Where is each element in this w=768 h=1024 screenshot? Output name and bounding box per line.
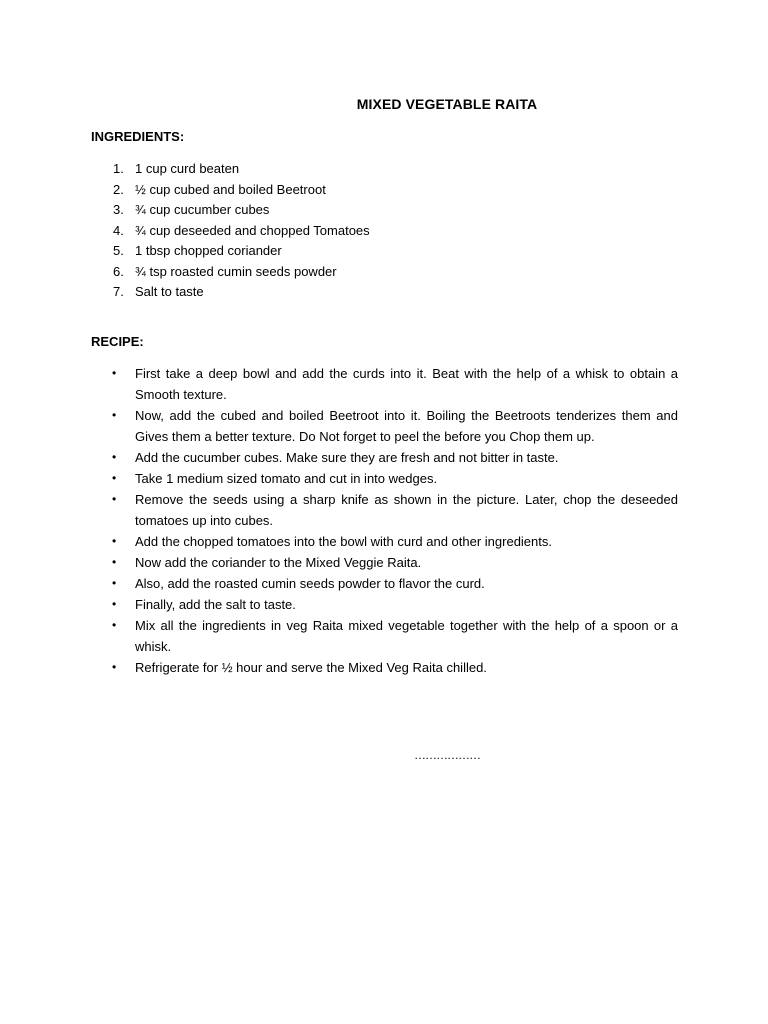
- ingredient-item: [91, 283, 370, 304]
- recipe-step: [112, 468, 678, 489]
- recipe-step: [112, 531, 678, 552]
- recipe-step: [112, 363, 678, 405]
- ingredient-item: [91, 263, 370, 284]
- bullet-icon: •: [112, 576, 117, 590]
- bullet-icon: •: [112, 492, 117, 506]
- ingredient-number: 5.: [113, 243, 124, 258]
- bullet-icon: •: [112, 555, 117, 569]
- ingredients-list: [91, 160, 370, 304]
- document-title: MIXED VEGETABLE RAITA: [356, 96, 538, 112]
- ingredient-number: 6.: [113, 263, 124, 279]
- ingredient-item: [91, 222, 370, 243]
- recipe-step-text: Now add the coriander to the Mixed Veggie Raita.: [135, 555, 422, 570]
- recipe-step-text: Finally, add the salt to taste.: [135, 597, 296, 612]
- recipe-step-text: Add the chopped tomatoes into the bowl with curd and other ingredients.: [135, 534, 552, 549]
- bullet-icon: •: [112, 597, 117, 611]
- ingredient-text: ½ cup cubed and boiled Beetroot: [135, 181, 326, 197]
- ingredient-number: 1.: [113, 161, 124, 176]
- ingredient-text: 1 cup curd beaten: [135, 161, 240, 176]
- ingredient-text: Salt to taste: [135, 284, 204, 299]
- ingredient-item: [91, 181, 370, 202]
- ingredient-item: [91, 242, 370, 263]
- bullet-icon: •: [112, 450, 117, 464]
- ingredient-text: ¾ tsp roasted cumin seeds powder: [135, 263, 337, 279]
- recipe-step: [112, 489, 678, 531]
- recipe-step-text: Add the cucumber cubes. Make sure they are fresh and not bitter in taste.: [135, 450, 559, 465]
- recipe-step: [112, 447, 678, 468]
- recipe-step-text: Remove the seeds using a sharp knife as shown in the picture. Later, chop the deseeded tomatoes up into cubes.: [135, 492, 678, 528]
- recipe-step: [112, 552, 678, 573]
- recipe-step-text: Take 1 medium sized tomato and cut in into wedges.: [135, 471, 438, 486]
- recipe-step: [112, 615, 678, 657]
- recipe-step: [112, 594, 678, 615]
- ingredient-text: 1 tbsp chopped coriander: [135, 243, 282, 258]
- recipe-step-text: Also, add the roasted cumin seeds powder to flavor the curd.: [135, 576, 485, 591]
- recipe-steps-list: [112, 363, 678, 678]
- ingredient-number: 4.: [113, 222, 124, 238]
- recipe-step: [112, 573, 678, 594]
- recipe-step-text: Mix all the ingredients in veg Raita mixed vegetable together with the help of a spoon or a whisk.: [135, 618, 678, 654]
- bullet-icon: •: [112, 366, 117, 380]
- recipe-step: [112, 405, 678, 447]
- ingredient-number: 2.: [113, 181, 124, 197]
- recipe-step-text: First take a deep bowl and add the curds into it. Beat with the help of a whisk to obtain a Smooth texture.: [135, 366, 678, 402]
- recipe-heading: RECIPE:: [91, 334, 144, 349]
- end-mark: ………………: [414, 748, 480, 762]
- bullet-icon: •: [112, 534, 117, 548]
- ingredient-item: [91, 201, 370, 222]
- bullet-icon: •: [112, 471, 117, 485]
- bullet-icon: •: [112, 660, 117, 674]
- ingredients-heading: INGREDIENTS:: [91, 129, 185, 144]
- recipe-step-text: Now, add the cubed and boiled Beetroot into it. Boiling the Beetroots tenderizes them and Gives them a better texture. Do Not forget to peel the before you Chop them up.: [135, 408, 678, 444]
- ingredient-text: ¾ cup cucumber cubes: [135, 202, 270, 217]
- ingredient-text: ¾ cup deseeded and chopped Tomatoes: [135, 222, 370, 238]
- ingredient-number: 7.: [113, 284, 124, 299]
- bullet-icon: •: [112, 618, 117, 632]
- recipe-step: [112, 657, 678, 678]
- bullet-icon: •: [112, 408, 117, 422]
- ingredient-number: 3.: [113, 202, 124, 217]
- recipe-step-text: Refrigerate for ½ hour and serve the Mixed Veg Raita chilled.: [135, 660, 487, 675]
- ingredient-item: [91, 160, 370, 181]
